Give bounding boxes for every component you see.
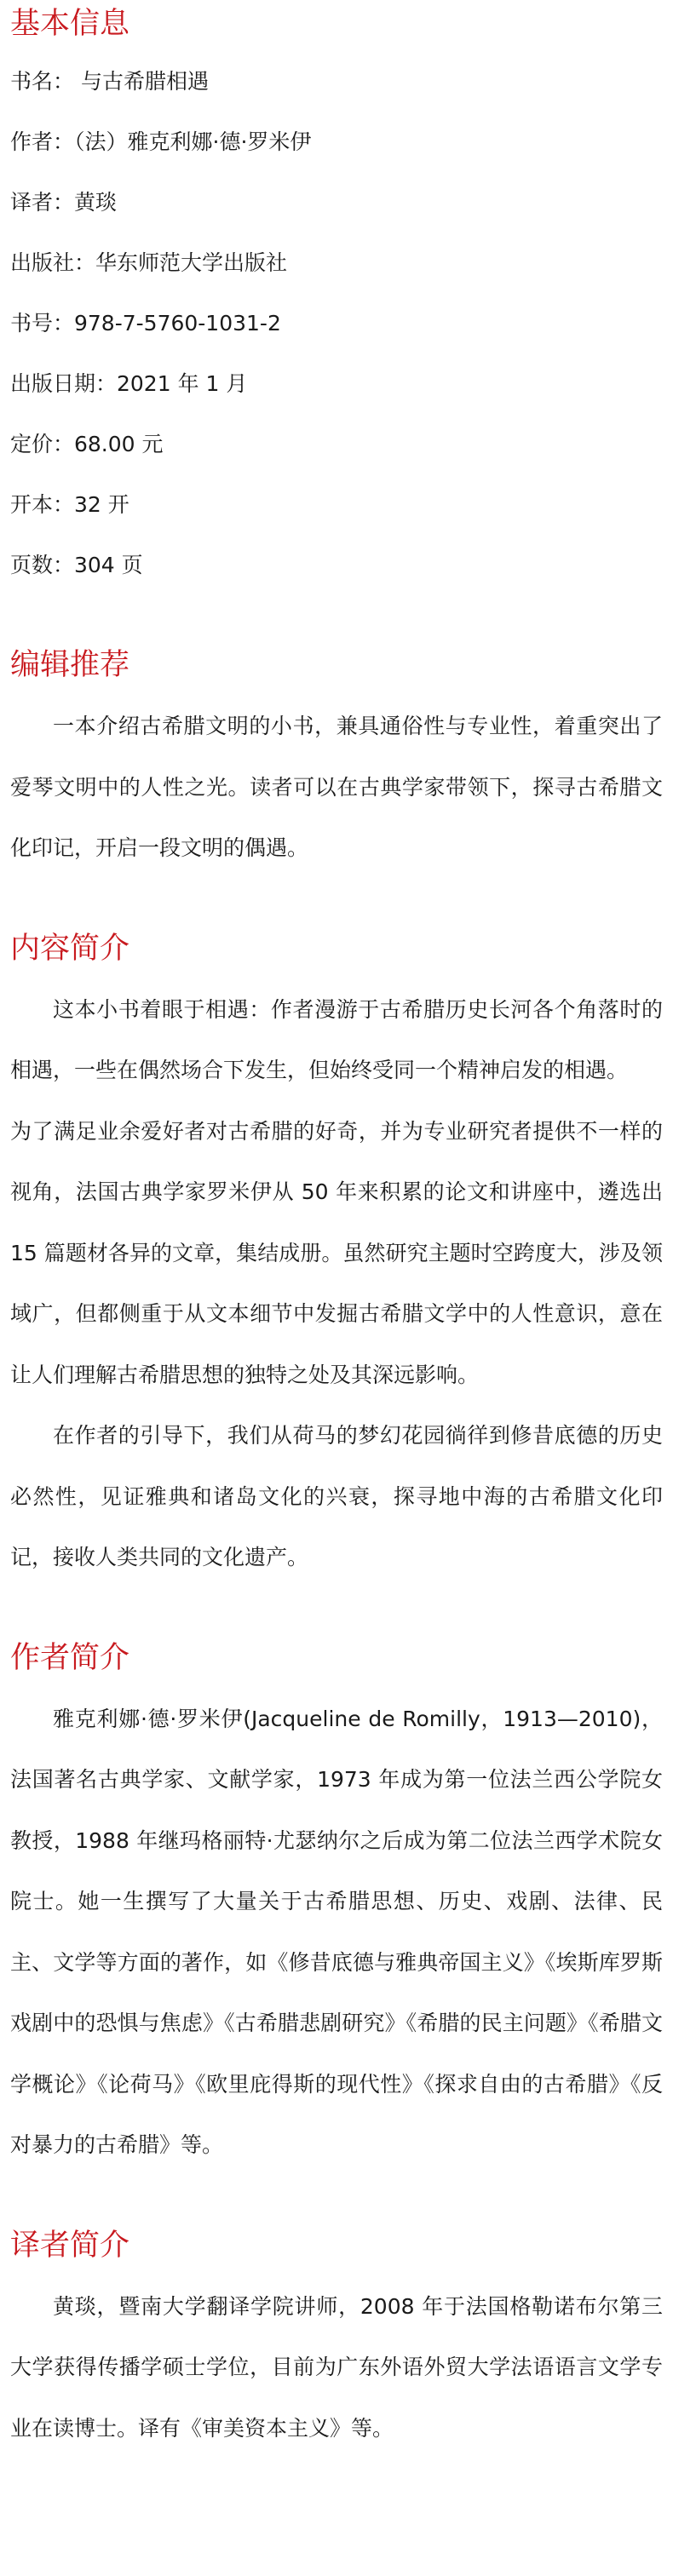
info-row-pages: 页数：304 页 [10, 553, 143, 577]
editor-recommendation-heading: 编辑推荐 [10, 648, 130, 682]
info-row-price: 定价：68.00 元 [10, 432, 164, 456]
basic-info-list [10, 51, 663, 595]
editor-recommendation-paragraph: 一本介绍古希腊文明的小书，兼具通俗性与专业性，着重突出了爱琴文明中的人性之光。读者可以在古典学家带领下，探寻古希腊文化印记，开启一段文明的偶遇。 [10, 714, 663, 860]
content-summary-paragraph-3: 在作者的引导下，我们从荷马的梦幻花园徜徉到修昔底德的历史必然性，见证雅典和诸岛文化的兴衰，探寻地中海的古希腊文化印记，接收人类共同的文化遗产。 [10, 1423, 663, 1569]
info-row-book-title: 书名： 与古希腊相遇 [10, 69, 209, 94]
info-row-author: 作者：（法）雅克利娜·德·罗米伊 [10, 129, 312, 154]
translator-intro-section [10, 2225, 663, 2459]
info-row-format: 开本：32 开 [10, 492, 129, 517]
content-summary-heading: 内容简介 [10, 931, 130, 966]
author-intro-heading: 作者简介 [10, 1640, 130, 1675]
info-row-translator: 译者：黄琰 [10, 190, 118, 215]
author-intro-section [10, 1638, 663, 2176]
editor-recommendation-section [10, 645, 663, 879]
author-intro-paragraph: 雅克利娜·德·罗米伊(Jacqueline de Romilly，1913—2010)，法国著名古典学家、文献学家，1973 年成为第一位法兰西公学院女教授，1988 年继玛格丽特·尤瑟纳尔之后成为第二位法兰西学术院女院士。她一生撰写了大量关于古希腊思想、历史、戏剧、法律、民主、文学等方面的著作，如《修昔底德与雅典帝国主义》《埃斯库罗斯戏剧中的恐惧与焦虑》《古希腊悲剧研究》《希腊的民主问题》《希腊文学概论》《论荷马》《欧里庇得斯的现代性》《探求自由的古希腊》《反对暴力的古希腊》等。 [10, 1706, 663, 2157]
document-page [0, 3, 673, 2458]
info-row-publisher: 出版社：华东师范大学出版社 [10, 250, 288, 275]
basic-info-section [10, 3, 663, 595]
basic-info-heading: 基本信息 [10, 7, 130, 41]
content-summary-section [10, 928, 663, 1588]
info-row-isbn: 书号：978-7-5760-1031-2 [10, 311, 281, 336]
content-summary-paragraph-2: 为了满足业余爱好者对古希腊的好奇，并为专业研究者提供不一样的视角，法国古典学家罗米伊从 50 年来积累的论文和讲座中，遴选出 15 篇题材各异的文章，集结成册。虽然研究主题时空跨度大，涉及领域广，但都侧重于从文本细节中发掘古希腊文学中的人性意识，意在让人们理解古希腊思想的独特之处及其深远影响。 [10, 1118, 663, 1387]
translator-intro-heading: 译者简介 [10, 2228, 130, 2263]
content-summary-paragraph-1: 这本小书着眼于相遇：作者漫游于古希腊历史长河各个角落时的相遇，一些在偶然场合下发生，但始终受同一个精神启发的相遇。 [10, 996, 663, 1082]
translator-intro-paragraph: 黄琰，暨南大学翻译学院讲师，2008 年于法国格勒诺布尔第三大学获得传播学硕士学位，目前为广东外语外贸大学法语语言文学专业在读博士。译有《审美资本主义》等。 [10, 2293, 663, 2441]
info-row-publish-date: 出版日期：2021 年 1 月 [10, 371, 248, 396]
